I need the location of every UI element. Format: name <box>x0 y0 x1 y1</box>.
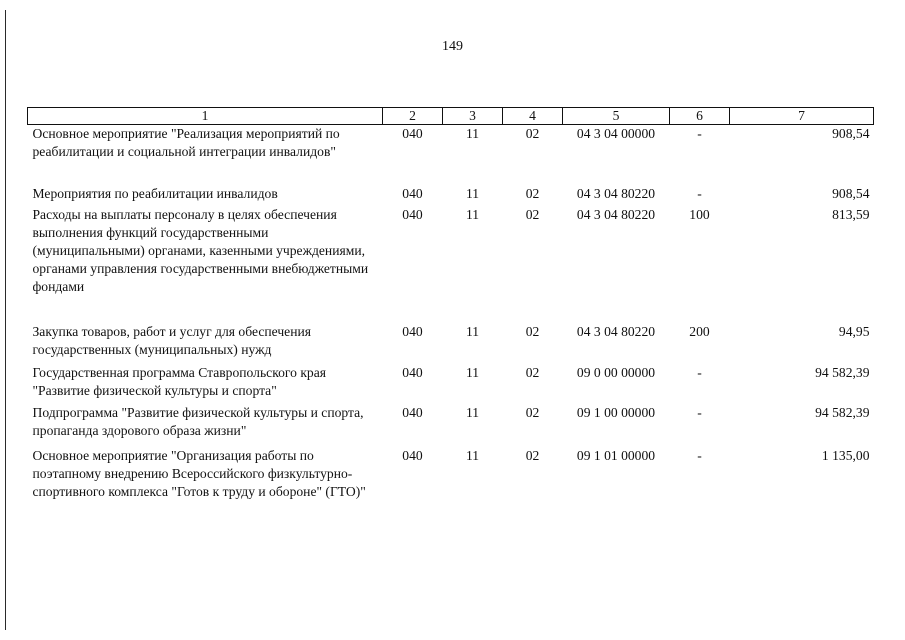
row-code-col2: 040 <box>402 323 423 339</box>
row-name: Основное мероприятие "Организация работы по поэтапному внедрению Всероссийского физкультурно-спортивного комплекса "Готов к труду и обороне" (ГТО)" <box>32 447 366 499</box>
row-code-col3: 11 <box>465 447 480 463</box>
row-amount: 813,59 <box>832 206 870 222</box>
row-amount: 94 582,39 <box>815 364 870 380</box>
table-row <box>28 404 874 447</box>
row-amount: 908,54 <box>832 185 870 201</box>
row-code-col6: - <box>697 364 702 380</box>
column-header-1: 1 <box>28 108 383 125</box>
row-code-col2: 040 <box>402 447 423 463</box>
row-code-col5: 04 3 04 80220 <box>576 323 656 339</box>
row-code-col4: 02 <box>525 185 540 201</box>
table-row <box>28 125 874 185</box>
row-code-col4: 02 <box>525 206 540 222</box>
column-header-3: 3 <box>443 108 503 125</box>
row-code-col2: 040 <box>402 364 423 380</box>
row-code-col4: 02 <box>525 404 540 420</box>
row-code-col3: 11 <box>465 364 480 380</box>
row-amount: 908,54 <box>832 126 870 141</box>
row-code-col4: 02 <box>525 126 540 141</box>
table-row <box>28 364 874 404</box>
row-code-col3: 11 <box>465 185 480 201</box>
column-header-7: 7 <box>730 108 874 125</box>
table-row <box>28 185 874 206</box>
table-row <box>28 323 874 364</box>
page-margin-line <box>5 10 6 630</box>
row-code-col6: - <box>697 185 702 201</box>
row-name: Закупка товаров, работ и услуг для обеспечения государственных (муниципальных) нужд <box>32 323 311 357</box>
table-row <box>28 447 874 523</box>
table-header-row <box>28 108 874 125</box>
row-code-col2: 040 <box>402 126 423 141</box>
row-code-col5: 04 3 04 00000 <box>576 126 656 141</box>
row-code-col4: 02 <box>525 447 540 463</box>
row-code-col2: 040 <box>402 185 423 201</box>
row-code-col5: 04 3 04 80220 <box>576 185 656 201</box>
row-code-col5: 09 1 01 00000 <box>576 447 656 463</box>
row-code-col6: - <box>697 126 702 141</box>
row-code-col6: - <box>697 447 702 463</box>
table-row <box>28 206 874 323</box>
row-name: Расходы на выплаты персоналу в целях обеспечения выполнения функций государственными (муниципальными) органами, казенными учреждениями, органами управления государственными внебюджетными фондами <box>32 206 369 294</box>
column-header-5: 5 <box>563 108 670 125</box>
row-code-col5: 09 0 00 00000 <box>576 364 656 380</box>
column-header-2: 2 <box>383 108 443 125</box>
row-name: Основное мероприятие "Реализация мероприятий по реабилитации и социальной интеграции инвалидов" <box>32 126 340 159</box>
row-code-col6: 200 <box>689 323 710 339</box>
row-code-col2: 040 <box>402 206 423 222</box>
row-amount: 1 135,00 <box>821 447 870 463</box>
row-amount: 94,95 <box>838 323 870 339</box>
row-code-col2: 040 <box>402 404 423 420</box>
page-number: 149 <box>442 39 463 54</box>
row-code-col4: 02 <box>525 364 540 380</box>
row-code-col6: - <box>697 404 702 420</box>
row-name: Мероприятия по реабилитации инвалидов <box>32 185 278 201</box>
row-code-col3: 11 <box>465 323 480 339</box>
column-header-6: 6 <box>670 108 730 125</box>
row-code-col3: 11 <box>465 126 480 141</box>
row-code-col4: 02 <box>525 323 540 339</box>
row-amount: 94 582,39 <box>815 404 870 420</box>
budget-table <box>27 107 874 523</box>
row-code-col5: 09 1 00 00000 <box>576 404 656 420</box>
row-name: Государственная программа Ставропольского края "Развитие физической культуры и спорта" <box>32 364 327 398</box>
row-name: Подпрограмма "Развитие физической культуры и спорта, пропаганда здорового образа жизни" <box>32 404 364 438</box>
row-code-col3: 11 <box>465 206 480 222</box>
row-code-col6: 100 <box>689 206 710 222</box>
row-code-col3: 11 <box>465 404 480 420</box>
column-header-4: 4 <box>503 108 563 125</box>
row-code-col5: 04 3 04 80220 <box>576 206 656 222</box>
